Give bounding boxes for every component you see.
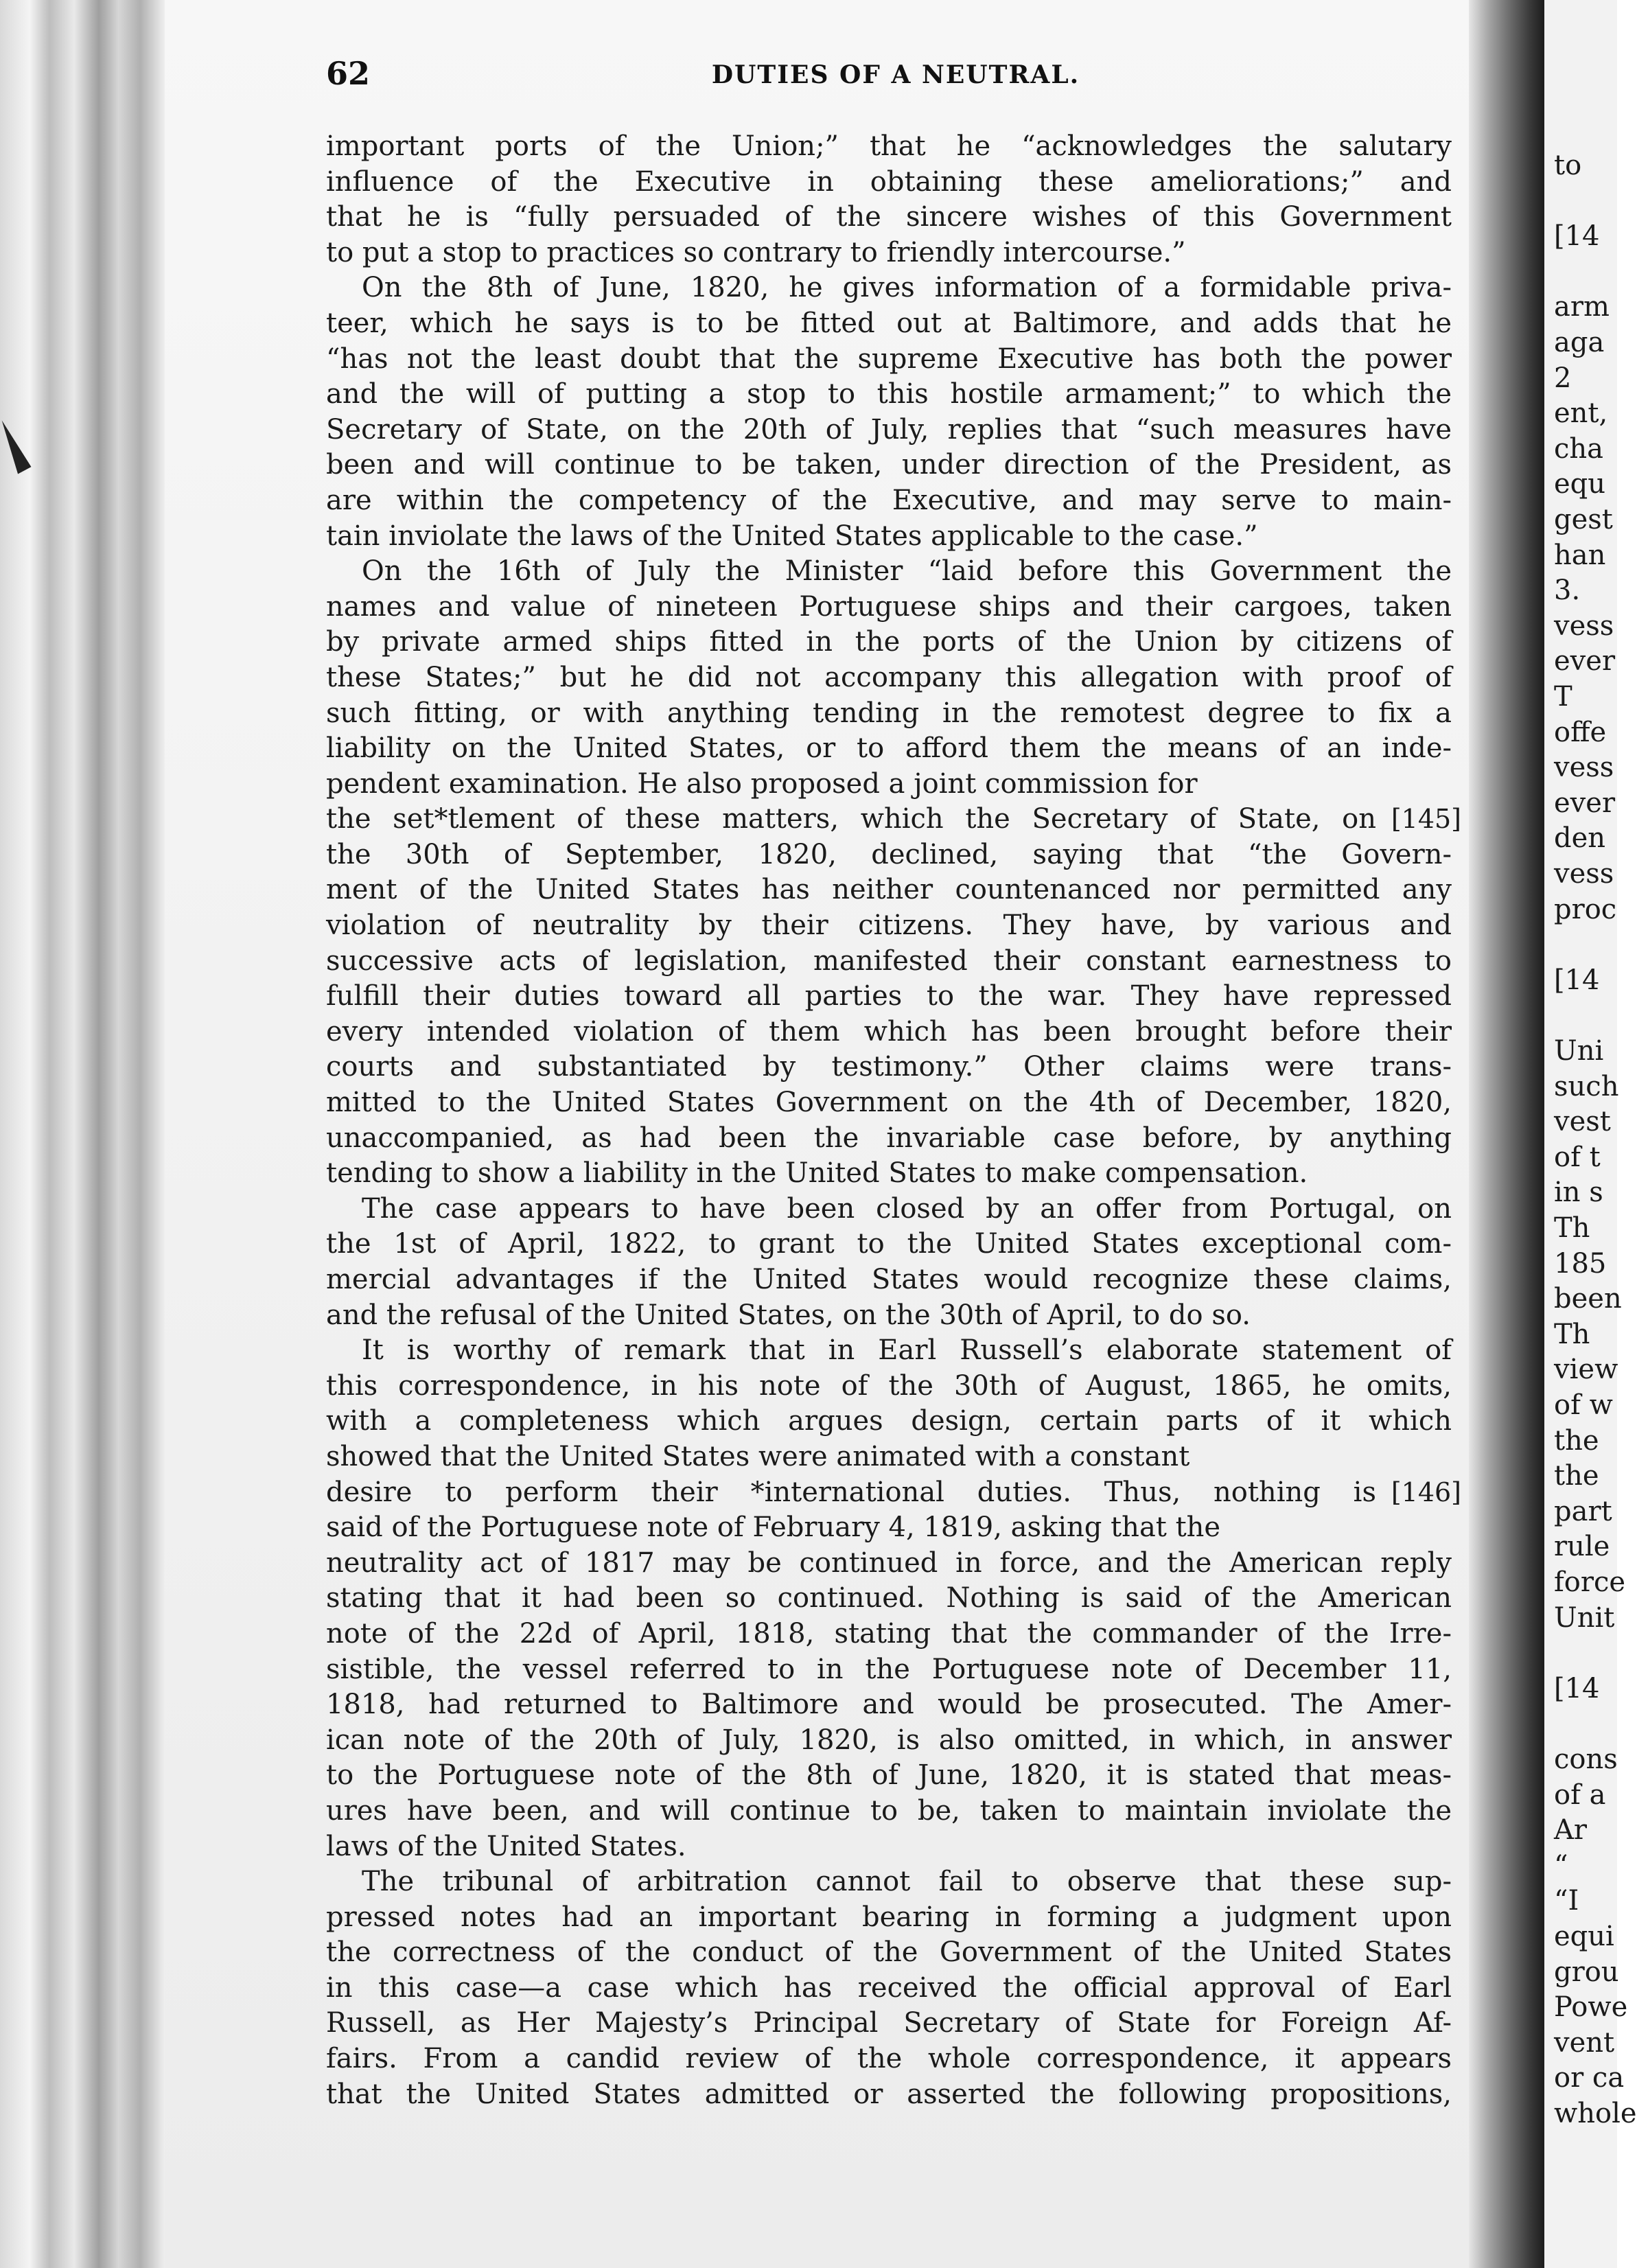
facing-page-fragment: ent,	[1554, 397, 1608, 430]
facing-page-fragment: offe	[1554, 716, 1607, 748]
text-line	[326, 2006, 1452, 2041]
marginal-page-reference: [146]	[1391, 1477, 1461, 1507]
text-line-content: On the 8th of June, 1820, he gives information of a formidable priva-	[362, 272, 1452, 304]
text-line-content: violation of neutrality by their citizens. They have, by various and	[326, 910, 1452, 942]
text-line	[326, 1971, 1452, 2006]
text-line	[326, 1581, 1452, 1617]
facing-page-fragment: such	[1554, 1070, 1619, 1102]
text-line	[326, 1050, 1452, 1085]
text-line	[326, 1617, 1452, 1652]
text-line-content: mitted to the United States Government on the 4th of December, 1820,	[326, 1087, 1452, 1119]
text-line	[326, 731, 1452, 767]
text-line-content: ures have been, and will continue to be, taken to maintain inviolate the	[326, 1794, 1452, 1827]
text-line-content: influence of the Executive in obtaining these ameliorations;” and	[326, 165, 1452, 198]
facing-page-fragment: vent	[1554, 2026, 1615, 2059]
text-line	[326, 1546, 1452, 1582]
text-line-content: tending to show a liability in the United States to make compensation.	[326, 1157, 1308, 1190]
text-line	[326, 625, 1452, 660]
text-line-content: desire to perform their *international duties. Thus, nothing is	[326, 1476, 1376, 1508]
text-line	[326, 1262, 1452, 1298]
text-line-content: teer, which he says is to be fitted out at Baltimore, and adds that he	[326, 307, 1452, 339]
text-line-content: in this case—a case which has received the official approval of Earl	[326, 1971, 1452, 2004]
text-line-content: showed that the United States were animated with a constant	[326, 1440, 1190, 1472]
text-line	[326, 1794, 1452, 1829]
text-line-content: ican note of the 20th of July, 1820, is also omitted, in which, in answer	[326, 1724, 1452, 1756]
facing-page-fragment: [14	[1554, 964, 1600, 996]
text-line	[326, 1829, 1452, 1865]
text-line	[326, 519, 1452, 555]
text-line	[326, 2041, 1452, 2077]
text-line	[326, 1687, 1452, 1723]
book-gutter-shadow	[1469, 0, 1544, 2268]
text-line	[326, 1935, 1452, 1971]
text-line	[326, 2077, 1452, 2113]
text-line	[326, 448, 1452, 483]
text-line-content: to put a stop to practices so contrary to friendly intercourse.”	[326, 236, 1186, 268]
text-line	[326, 377, 1452, 413]
facing-page-fragment: vess	[1554, 610, 1614, 642]
facing-page-fragment: been	[1554, 1283, 1622, 1315]
text-line	[326, 696, 1452, 732]
text-line-content: “has not the least doubt that the supreme Executive has both the power	[326, 343, 1452, 375]
text-line-content: Secretary of State, on the 20th of July, replies that “such measures have	[326, 413, 1452, 445]
facing-page-fragment: Powe	[1554, 1991, 1628, 2024]
facing-page-fragment: T	[1554, 681, 1572, 713]
text-line	[326, 660, 1452, 696]
text-line-content: every intended violation of them which has been brought before their	[326, 1015, 1452, 1048]
facing-page-fragment: cha	[1554, 432, 1604, 465]
facing-page-fragment: view	[1554, 1354, 1618, 1386]
text-line-content: this correspondence, in his note of the 30th of August, 1865, he omits,	[326, 1369, 1452, 1402]
text-line-content: courts and substantiated by testimony.” Other claims were trans-	[326, 1051, 1452, 1083]
text-line-content: The case appears to have been closed by an offer from Portugal, on	[362, 1192, 1452, 1225]
text-line	[326, 1723, 1452, 1759]
facing-page-fragment: of t	[1554, 1141, 1601, 1173]
facing-page-fragment: [14	[1554, 220, 1600, 253]
text-line-content: and the will of putting a stop to this hostile armament;” to which the	[326, 378, 1452, 410]
facing-page-fragment: 3.	[1554, 575, 1581, 607]
text-line	[326, 590, 1452, 625]
text-line-content: said of the Portuguese note of February 4, 1819, asking that the	[326, 1512, 1221, 1544]
facing-page-fragment: equi	[1554, 1921, 1614, 1952]
facing-page-fragment: in s	[1554, 1177, 1603, 1209]
text-line-content: It is worthy of remark that in Earl Russell’s elaborate statement of	[362, 1334, 1452, 1367]
page-right-facing	[1544, 0, 1637, 2268]
text-line-content: the set*tlement of these matters, which the Secretary of State, on	[326, 803, 1376, 835]
text-line-content: 1818, had returned to Baltimore and would be prosecuted. The Amer-	[326, 1689, 1452, 1721]
edge-ink-mark	[0, 419, 31, 474]
text-line-content: sistible, the vessel referred to in the Portuguese note of December 11,	[326, 1653, 1452, 1685]
facing-page-fragment: gest	[1554, 504, 1613, 535]
text-line	[326, 1192, 1452, 1227]
text-line-content: the 30th of September, 1820, declined, saying that “the Govern-	[326, 838, 1452, 870]
text-line-content: laws of the United States.	[326, 1830, 686, 1862]
running-head: DUTIES OF A NEUTRAL.	[711, 60, 1080, 89]
facing-page-fragment: Unit	[1554, 1601, 1615, 1634]
text-line-content: the 1st of April, 1822, to grant to the United States exceptional com-	[326, 1228, 1452, 1260]
facing-page-fragment: whole	[1554, 2098, 1637, 2129]
text-line	[326, 1758, 1452, 1794]
text-line	[326, 554, 1452, 590]
text-line-content: On the 16th of July the Minister “laid before this Government the	[362, 555, 1452, 588]
text-line-content: by private armed ships fitted in the ports of the Union by citizens of	[326, 626, 1452, 658]
text-line-content: liability on the United States, or to afford them the means of an inde-	[326, 732, 1452, 765]
text-line	[326, 1475, 1461, 1511]
text-line-content: neutrality act of 1817 may be continued in force, and the American reply	[326, 1547, 1452, 1579]
text-line-content: Russell, as Her Majesty’s Principal Secretary of State for Foreign Af-	[326, 2007, 1452, 2039]
text-line	[326, 1652, 1452, 1688]
text-line	[326, 1298, 1452, 1334]
text-line	[326, 802, 1461, 837]
text-line	[326, 483, 1452, 519]
text-line	[326, 767, 1452, 802]
text-line-content: that he is “fully persuaded of the sincere wishes of this Government	[326, 201, 1452, 233]
facing-page-fragment: vess	[1554, 858, 1614, 890]
text-line-content: fairs. From a candid review of the whole correspondence, it appears	[326, 2043, 1452, 2075]
marginal-page-reference: [145]	[1391, 804, 1461, 835]
text-line	[326, 837, 1452, 873]
facing-page-fragment: aga	[1554, 327, 1605, 358]
text-line-content: are within the competency of the Executive, and may serve to main-	[326, 484, 1452, 516]
text-line	[326, 1510, 1452, 1546]
text-line	[326, 979, 1452, 1015]
facing-page-fragment: to	[1554, 150, 1582, 181]
facing-page-fragment: grou	[1554, 1956, 1619, 1988]
text-line	[326, 944, 1452, 980]
facing-page-fragment: or ca	[1554, 2062, 1625, 2094]
body-text	[326, 129, 1461, 2112]
facing-page-fragment: rule	[1554, 1531, 1610, 1563]
facing-page-fragment: Th	[1554, 1212, 1590, 1244]
text-line	[326, 413, 1452, 448]
text-line	[326, 235, 1452, 271]
text-line	[326, 270, 1452, 306]
facing-page-fragment: vess	[1554, 752, 1614, 784]
text-line-content: such fitting, or with anything tending in the remotest degree to fix a	[326, 697, 1452, 729]
facing-page-fragment: proc	[1554, 893, 1617, 925]
text-line	[326, 908, 1452, 944]
page-header	[326, 55, 1465, 110]
facing-page-fragment: den	[1554, 822, 1606, 855]
text-line	[326, 306, 1452, 342]
text-line-content: note of the 22d of April, 1818, stating that the commander of the Irre-	[326, 1617, 1452, 1650]
text-line	[326, 200, 1452, 235]
text-line-content: been and will continue to be taken, under direction of the President, as	[326, 449, 1452, 481]
text-line	[326, 1085, 1452, 1121]
facing-page-fragment: “I	[1554, 1885, 1579, 1917]
text-line	[326, 1864, 1452, 1900]
text-line	[326, 1121, 1452, 1157]
facing-page-fragment: Th	[1554, 1318, 1590, 1350]
facing-page-fragment: cons	[1554, 1744, 1618, 1775]
text-line	[326, 1369, 1452, 1404]
text-line-content: with a completeness which argues design, certain parts of it which	[326, 1405, 1452, 1437]
text-line-content: these States;” but he did not accompany this allegation with proof of	[326, 661, 1452, 693]
text-line-content: unaccompanied, as had been the invariable case before, by anything	[326, 1122, 1452, 1154]
facing-page-fragment: Ar	[1554, 1814, 1588, 1847]
text-line-content: to the Portuguese note of the 8th of June, 1820, it is stated that meas-	[326, 1759, 1452, 1792]
text-line-content: successive acts of legislation, manifested their constant earnestness to	[326, 945, 1452, 977]
facing-page-fragment: of a	[1554, 1779, 1606, 1811]
text-line-content: The tribunal of arbitration cannot fail to observe that these sup-	[362, 1866, 1452, 1898]
facing-page-fragment: Uni	[1554, 1035, 1604, 1067]
text-line-content: stating that it had been so continued. Nothing is said of the American	[326, 1582, 1452, 1615]
text-line-content: names and value of nineteen Portuguese ships and their cargoes, taken	[326, 590, 1452, 623]
text-line	[326, 1333, 1452, 1369]
facing-page-fragment: the	[1554, 1424, 1599, 1457]
facing-page-fragment: part	[1554, 1495, 1612, 1527]
text-line-content: important ports of the Union;” that he “acknowledges the salutary	[326, 130, 1452, 162]
facing-page-fragment: force	[1554, 1566, 1626, 1598]
text-line	[326, 1439, 1452, 1475]
text-line	[326, 342, 1452, 378]
facing-page-fragment: of w	[1554, 1389, 1613, 1421]
facing-page-fragment: arm	[1554, 291, 1610, 323]
facing-page-fragment: han	[1554, 539, 1606, 571]
text-line-content: and the refusal of the United States, on the 30th of April, to do so.	[326, 1299, 1251, 1331]
facing-page-fragment: the	[1554, 1460, 1599, 1492]
page-number: 62	[326, 55, 371, 92]
facing-page-fragment: 185	[1554, 1247, 1607, 1280]
text-line	[326, 129, 1452, 165]
text-line-content: the correctness of the conduct of the Government of the United States	[326, 1936, 1452, 1969]
text-line-content: tain inviolate the laws of the United States applicable to the case.”	[326, 520, 1258, 552]
text-line	[326, 1156, 1452, 1192]
facing-page-fragment: vest	[1554, 1106, 1611, 1138]
facing-page-fragment: 2	[1554, 362, 1572, 394]
facing-page-fragment: ever	[1554, 787, 1616, 819]
text-line	[326, 165, 1452, 200]
text-line-content: pendent examination. He also proposed a joint commission for	[326, 767, 1198, 800]
text-line-content: fulfill their duties toward all parties to the war. They have repressed	[326, 980, 1452, 1012]
text-line	[326, 1900, 1452, 1936]
facing-page-fragment: “	[1554, 1849, 1568, 1882]
text-line-content: that the United States admitted or asserted the following propositions,	[326, 2078, 1452, 2110]
facing-page-fragment: ever	[1554, 645, 1616, 678]
text-line-content: pressed notes had an important bearing in forming a judgment upon	[326, 1901, 1452, 1933]
text-line	[326, 1227, 1452, 1262]
text-line	[326, 872, 1452, 908]
text-line	[326, 1015, 1452, 1050]
facing-page-fragment: equ	[1554, 468, 1606, 500]
book-page-edge	[0, 0, 165, 2268]
text-line-content: ment of the United States has neither countenanced nor permitted any	[326, 874, 1452, 906]
text-line	[326, 1404, 1452, 1439]
facing-page-fragment: [14	[1554, 1672, 1600, 1704]
text-line-content: mercial advantages if the United States would recognize these claims,	[326, 1264, 1452, 1295]
